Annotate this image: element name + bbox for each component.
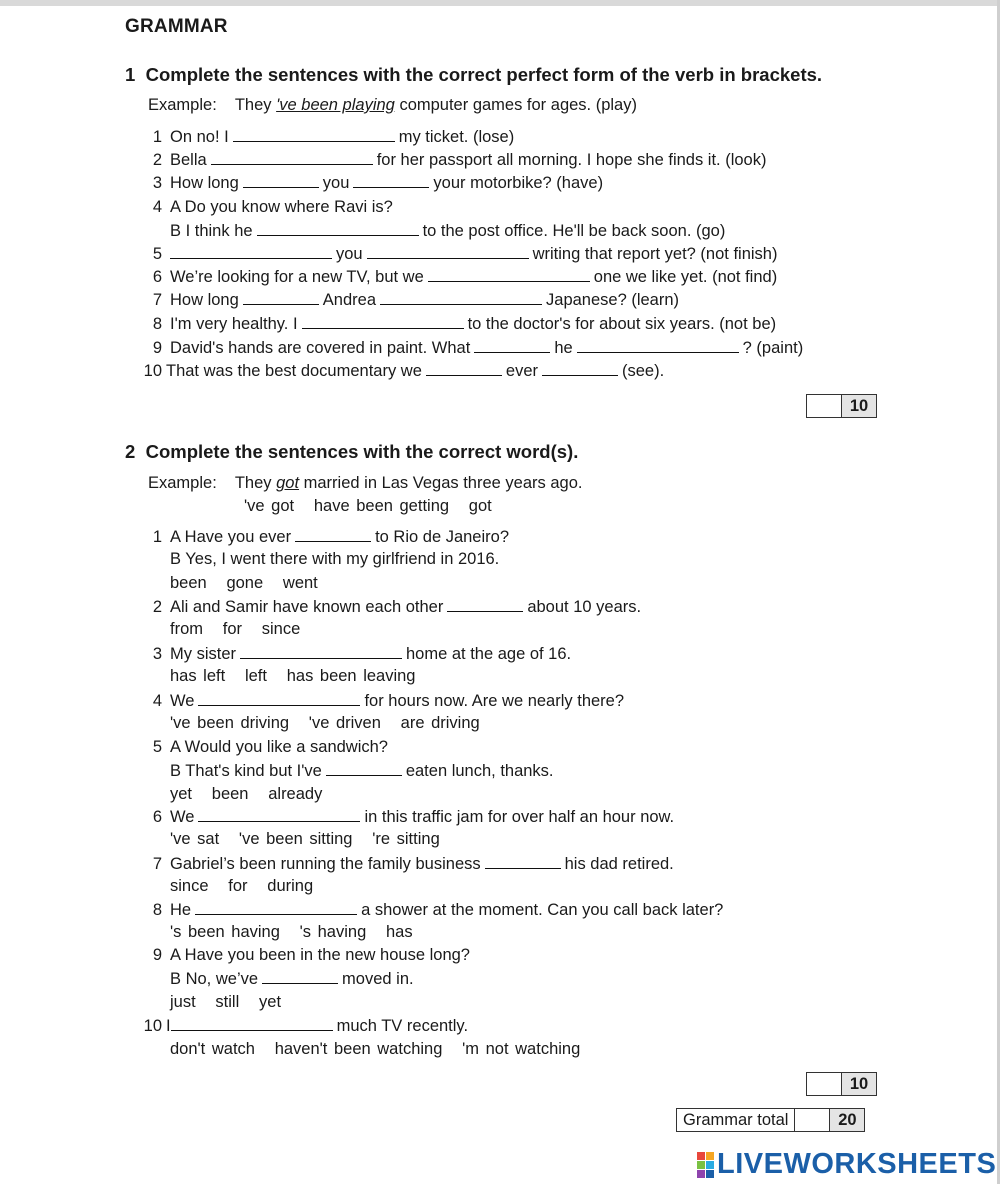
item-text: (see). <box>622 362 665 380</box>
example-options: 've got have been getting got <box>244 497 492 515</box>
item-number: 3 <box>152 645 162 663</box>
item-number: 9 <box>152 946 162 964</box>
section1-instruction <box>125 64 822 86</box>
answer-blank[interactable] <box>447 597 523 612</box>
item-text: My sister <box>170 645 236 663</box>
answer-blank[interactable] <box>474 338 550 353</box>
score-max: 10 <box>842 395 876 417</box>
answer-blank[interactable] <box>195 900 357 915</box>
item-text: We <box>170 808 195 826</box>
s1-item-6 <box>140 267 777 287</box>
example-answer: 've been playing <box>276 96 395 114</box>
answer-options[interactable]: been gone went <box>170 574 318 592</box>
answer-blank[interactable] <box>198 807 360 822</box>
answer-blank[interactable] <box>262 969 338 984</box>
item-number: 5 <box>152 245 162 263</box>
item-number: 6 <box>152 268 162 286</box>
item-number: 8 <box>152 315 162 333</box>
item-text: B I think he <box>170 222 253 240</box>
s1-item-9 <box>140 338 803 358</box>
item-text: Gabriel’s been running the family business <box>170 855 481 873</box>
score-max: 10 <box>842 1073 876 1095</box>
answer-blank[interactable] <box>198 691 360 706</box>
answer-options[interactable]: 've been driving 've driven are driving <box>170 714 480 732</box>
answer-blank[interactable] <box>240 644 402 659</box>
section1-example <box>148 96 637 115</box>
answer-options[interactable]: 've sat 've been sitting 're sitting <box>170 830 440 848</box>
item-text: B That's kind but I've <box>170 762 322 780</box>
answer-options[interactable]: from for since <box>170 620 301 638</box>
s1-item-1 <box>140 127 514 147</box>
example-pre: They <box>234 474 272 492</box>
item-number: 1 <box>152 128 162 146</box>
item-number: 4 <box>152 692 162 710</box>
answer-options[interactable]: 's been having 's having has <box>170 923 413 941</box>
item-text: to Rio de Janeiro? <box>375 528 509 546</box>
answer-options[interactable]: yet been already <box>170 785 323 803</box>
section1-number: 1 <box>125 64 136 85</box>
item-text: eaten lunch, thanks. <box>405 762 554 780</box>
item-text: for hours now. Are we nearly there? <box>364 692 625 710</box>
s2-item-10 <box>136 1016 468 1036</box>
item-text: ? (paint) <box>742 339 804 357</box>
item-number: 2 <box>152 151 162 169</box>
item-text: On no! I <box>170 128 229 146</box>
s2-item-9 <box>140 946 470 965</box>
answer-blank[interactable] <box>243 173 319 188</box>
item-text: We <box>170 692 195 710</box>
item-number: 6 <box>152 808 162 826</box>
item-number: 2 <box>152 598 162 616</box>
item-number: 3 <box>152 174 162 192</box>
s1-item-2 <box>140 150 766 170</box>
item-text: home at the age of 16. <box>406 645 572 663</box>
answer-blank[interactable] <box>302 314 464 329</box>
item-text: his dad retired. <box>564 855 674 873</box>
item-text: A Would you like a sandwich? <box>170 738 388 756</box>
answer-blank[interactable] <box>295 527 371 542</box>
item-text: David's hands are covered in paint. What <box>170 339 471 357</box>
s1-item-3 <box>140 173 603 193</box>
item-text: How long <box>170 174 239 192</box>
score-input[interactable] <box>807 1073 842 1095</box>
score-input[interactable] <box>807 395 842 417</box>
answer-blank[interactable] <box>170 244 332 259</box>
item-number: 8 <box>152 901 162 919</box>
example-label: Example: <box>148 96 217 114</box>
item-text: A Do you know where Ravi is? <box>170 198 393 216</box>
item-text: writing that report yet? (not finish) <box>532 245 778 263</box>
item-text: Ali and Samir have known each other <box>170 598 444 616</box>
item-text: He <box>170 901 192 919</box>
answer-options[interactable]: just still yet <box>170 993 282 1011</box>
item-number: 7 <box>152 291 162 309</box>
page-title: GRAMMAR <box>125 16 228 37</box>
answer-blank[interactable] <box>326 761 402 776</box>
section2-score-box <box>806 1072 877 1096</box>
item-text: A Have you ever <box>170 528 292 546</box>
item-number: 9 <box>152 339 162 357</box>
s1-item-5 <box>140 244 777 264</box>
item-number: 4 <box>152 198 162 216</box>
grammar-total-box <box>676 1108 865 1132</box>
item-text: We’re looking for a new TV, but we <box>170 268 424 286</box>
answer-blank[interactable] <box>257 221 419 236</box>
s2-item-1 <box>140 527 509 547</box>
item-text: much TV recently. <box>336 1017 469 1035</box>
item-text: my ticket. (lose) <box>398 128 515 146</box>
item-text: one we like yet. (not find) <box>593 268 778 286</box>
s1-item-7 <box>140 290 679 310</box>
s2-item-9-line2 <box>170 969 414 989</box>
s2-item-8 <box>140 900 723 920</box>
example-pre: They <box>234 96 272 114</box>
section2-instruction <box>125 441 578 463</box>
section1-score-box <box>806 394 877 418</box>
s2-item-4 <box>140 691 624 711</box>
answer-options[interactable]: since for during <box>170 877 314 895</box>
item-text: ever <box>505 362 538 380</box>
example-label: Example: <box>148 474 217 492</box>
item-text: B No, we’ve <box>170 970 259 988</box>
s2-item-6 <box>140 807 674 827</box>
top-border <box>0 0 1000 6</box>
s2-item-5 <box>140 738 388 757</box>
example-post: computer games for ages. (play) <box>399 96 637 114</box>
answer-blank[interactable] <box>243 290 319 305</box>
example-answer: got <box>276 474 300 492</box>
item-text: Bella <box>170 151 207 169</box>
section1-instruction-text: Complete the sentences with the correct perfect form of the verb in brackets. <box>145 64 823 85</box>
item-text: I'm very healthy. I <box>170 315 298 333</box>
answer-options[interactable]: don't watch haven't been watching 'm not watching <box>170 1040 581 1058</box>
item-text: to the doctor's for about six years. (not be) <box>467 315 777 333</box>
answer-blank[interactable] <box>367 244 529 259</box>
section2-number: 2 <box>125 441 136 462</box>
item-text: That was the best documentary we <box>166 362 422 380</box>
answer-blank[interactable] <box>426 361 502 376</box>
total-score-input[interactable] <box>795 1109 830 1131</box>
item-text: A Have you been in the new house long? <box>170 946 470 964</box>
answer-blank[interactable] <box>380 290 542 305</box>
answer-blank[interactable] <box>485 854 561 869</box>
item-text: he <box>554 339 573 357</box>
answer-options[interactable]: has left left has been leaving <box>170 667 416 685</box>
section2-example <box>148 474 582 493</box>
item-text: How long <box>170 291 239 309</box>
item-text: for her passport all morning. I hope she finds it. (look) <box>376 151 767 169</box>
grammar-total-label: Grammar total <box>677 1109 795 1131</box>
grammar-total-value: 20 <box>830 1109 864 1131</box>
answer-blank[interactable] <box>171 1016 333 1031</box>
item-text: a shower at the moment. Can you call back later? <box>361 901 724 919</box>
s1-item-4 <box>140 198 393 217</box>
liveworksheets-logo <box>697 1148 996 1181</box>
item-text: you <box>322 174 350 192</box>
liveworksheets-wordmark: LIVEWORKSHEETS <box>717 1148 997 1180</box>
answer-blank[interactable] <box>233 127 395 142</box>
liveworksheets-logo-icon <box>697 1152 714 1178</box>
s1-item-8 <box>140 314 776 334</box>
item-text: to the post office. He'll be back soon. (go) <box>422 222 726 240</box>
item-number: 7 <box>152 855 162 873</box>
item-text: your motorbike? (have) <box>433 174 604 192</box>
s1-item-4-line2 <box>170 221 725 241</box>
item-text: moved in. <box>342 970 414 988</box>
s2-item-3 <box>140 644 571 664</box>
answer-blank[interactable] <box>428 267 590 282</box>
answer-blank[interactable] <box>211 150 373 165</box>
item-number: 10 <box>143 362 162 380</box>
s2-item-1-line2: B Yes, I went there with my girlfriend in 2016. <box>170 550 500 568</box>
example-post: married in Las Vegas three years ago. <box>303 474 583 492</box>
item-number: 10 <box>143 1017 162 1035</box>
answer-blank[interactable] <box>353 173 429 188</box>
item-text: you <box>336 245 363 263</box>
item-text: I <box>166 1017 171 1035</box>
item-text: Andrea <box>322 291 377 309</box>
item-text: about 10 years. <box>527 598 642 616</box>
s2-item-5-line2 <box>170 761 554 781</box>
answer-blank[interactable] <box>577 338 739 353</box>
section2-instruction-text: Complete the sentences with the correct word(s). <box>145 441 579 462</box>
s2-item-2 <box>140 597 641 617</box>
answer-blank[interactable] <box>542 361 618 376</box>
item-text: Japanese? (learn) <box>546 291 680 309</box>
item-text: in this traffic jam for over half an hour now. <box>364 808 675 826</box>
item-number: 1 <box>152 528 162 546</box>
item-number: 5 <box>152 738 162 756</box>
s2-item-7 <box>140 854 674 874</box>
s1-item-10 <box>136 361 664 381</box>
